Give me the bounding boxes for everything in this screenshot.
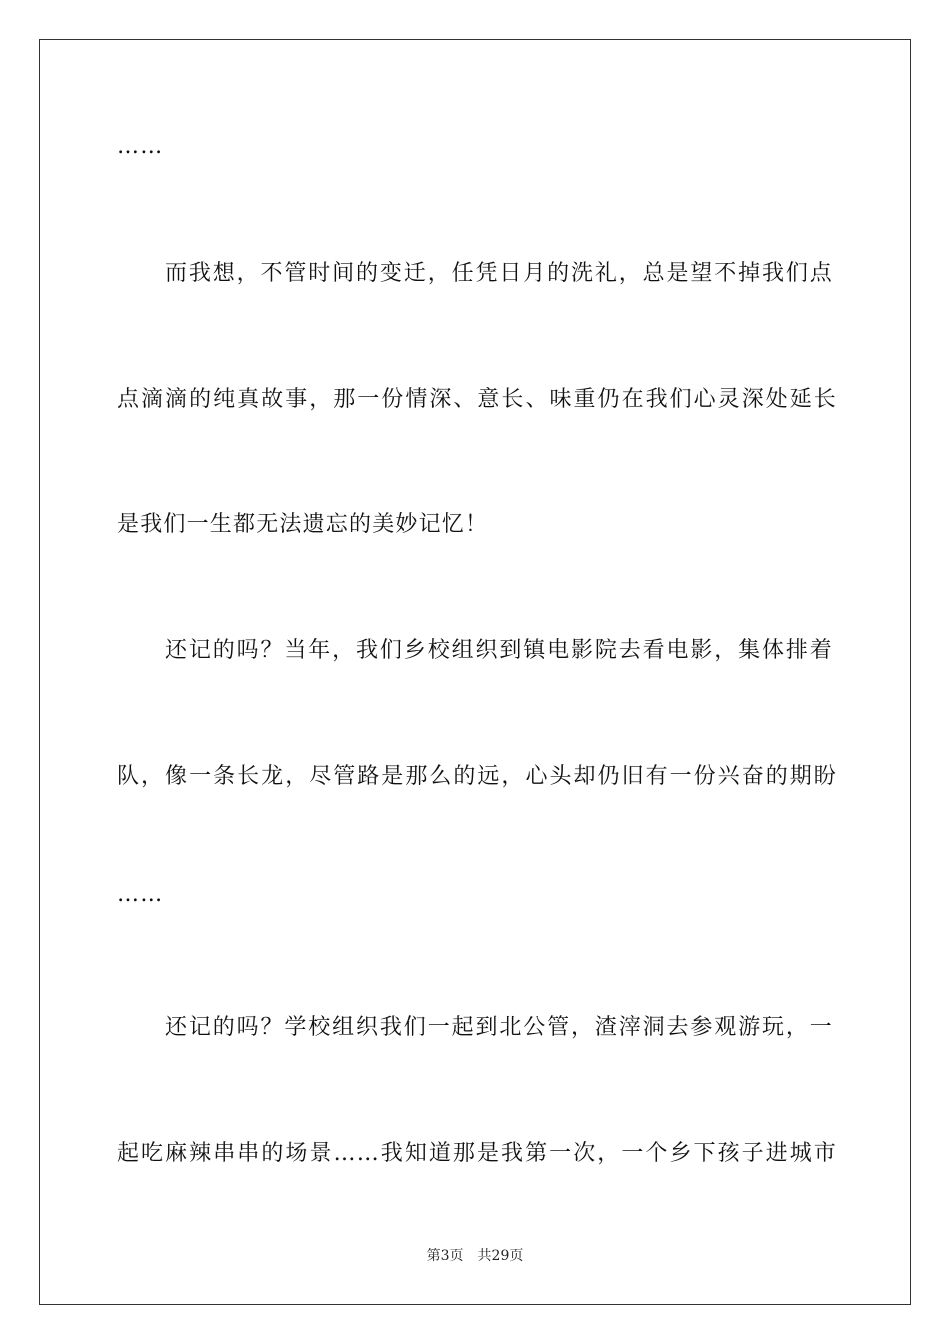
text-line-ellipsis-2: …… xyxy=(117,882,164,907)
page-total: 共29页 xyxy=(477,1248,524,1264)
page-number: 第3页 xyxy=(426,1248,464,1264)
page-footer xyxy=(0,1246,950,1266)
text-line-paragraph-2-middle: 队，像一条长龙，尽管路是那么的远，心头却仍旧有一份兴奋的期盼 xyxy=(117,764,837,789)
page-border xyxy=(39,39,911,1305)
text-line-paragraph-3-start: 还记的吗？学校组织我们一起到北公管，渣滓洞去参观游玩，一 xyxy=(165,1015,833,1040)
text-line-paragraph-1-end: 是我们一生都无法遗忘的美妙记忆！ xyxy=(117,512,489,537)
text-line-ellipsis-1: …… xyxy=(117,134,164,159)
text-line-paragraph-3-middle: 起吃麻辣串串的场景……我知道那是我第一次，一个乡下孩子进城市 xyxy=(117,1141,837,1166)
text-line-paragraph-2-start: 还记的吗？当年，我们乡校组织到镇电影院去看电影，集体排着 xyxy=(165,638,833,663)
text-line-paragraph-1-middle: 点滴滴的纯真故事，那一份情深、意长、味重仍在我们心灵深处延长 xyxy=(117,387,837,412)
text-line-paragraph-1-start: 而我想，不管时间的变迁，任凭日月的洗礼，总是望不掉我们点 xyxy=(165,261,833,286)
